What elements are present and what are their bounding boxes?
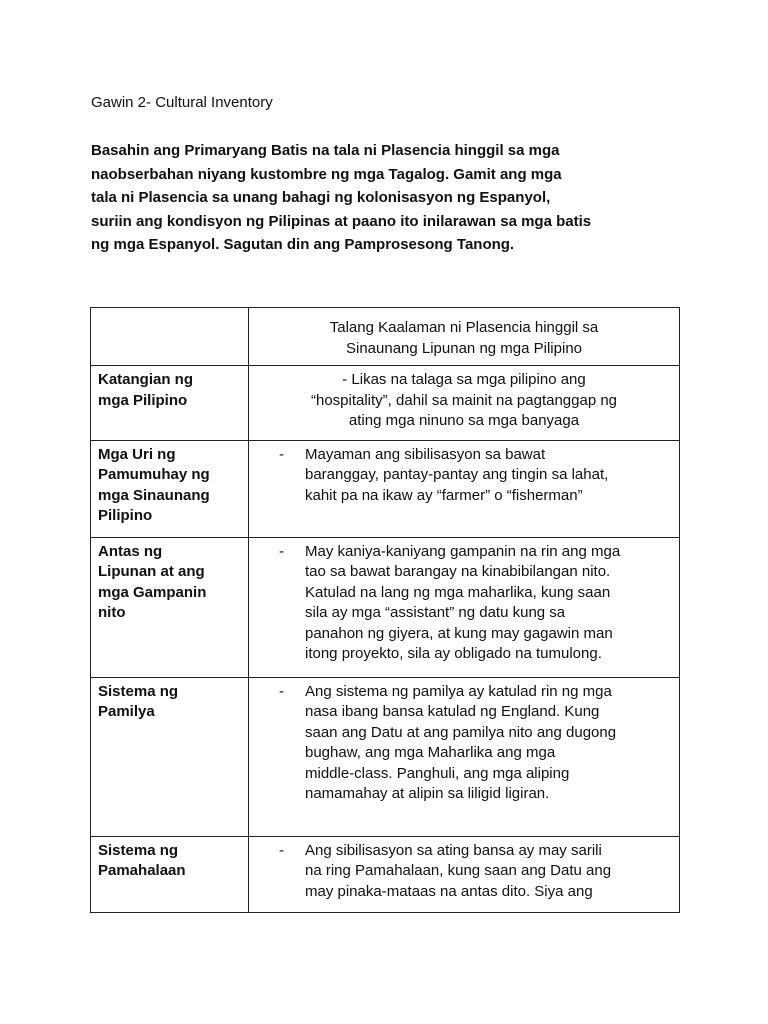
description-line: - Likas na talaga sa mga pilipino ang <box>342 371 586 388</box>
column-header-line: Sinaunang Lipunan ng mga Pilipino <box>345 339 582 357</box>
instructions-line: ng mga Espanyol. Sagutan din ang Pamprosesong Tanong. <box>91 236 515 253</box>
bullet-dash: - <box>279 445 284 463</box>
description-text <box>249 837 679 911</box>
description-cell <box>249 677 680 836</box>
instructions-line: tala ni Plasencia sa unang bahagi ng kolonisasyon ng Espanyol, <box>91 189 551 206</box>
description-line: may pinaka-mataas na antas dito. Siya ang <box>305 882 593 900</box>
description-cell <box>249 537 680 677</box>
category-cell <box>91 366 249 441</box>
header-cell <box>249 308 680 366</box>
description-line: saan ang Datu at ang pamilya nito ang dugong <box>305 723 617 741</box>
description-line: baranggay, pantay-pantay ang tingin sa lahat, <box>305 466 609 483</box>
description-line: na ring Pamahalaan, kung saan ang Datu ang <box>305 862 612 879</box>
cultural-inventory-table <box>90 307 680 913</box>
category-line: mga Sinaunang <box>98 486 210 504</box>
table-header-row <box>91 308 680 366</box>
description-line: middle-class. Panghuli, ang mga aliping <box>305 764 570 782</box>
category-label <box>91 366 248 411</box>
category-line: Sistema ng <box>98 682 179 700</box>
description-line: tao sa bawat barangay na kinabibilangan nito. <box>305 563 611 580</box>
description-line: Ang sistema ng pamilya ay katulad rin ng mga <box>305 682 612 700</box>
category-line: mga Pilipino <box>98 391 188 409</box>
table-row <box>91 366 680 441</box>
description-text <box>249 366 679 440</box>
description-line: namamahay at alipin sa liligid ligiran. <box>305 785 550 802</box>
category-line: Antas ng <box>98 542 163 560</box>
table-row <box>91 836 680 912</box>
description-text <box>249 538 679 673</box>
bullet-dash: - <box>279 682 284 700</box>
description-line: Mayaman ang sibilisasyon sa bawat <box>305 445 546 463</box>
category-line: nito <box>98 604 126 621</box>
description-text <box>249 678 679 813</box>
category-cell <box>91 537 249 677</box>
instructions-line: Basahin ang Primaryang Batis na tala ni Plasencia hinggil sa mga <box>91 142 560 159</box>
description-line: bughaw, ang mga Maharlika ang mga <box>305 744 556 761</box>
category-cell <box>91 836 249 912</box>
category-line: mga Gampanin <box>98 583 207 601</box>
table-row <box>91 537 680 677</box>
category-line: Sistema ng <box>98 841 179 859</box>
category-line: Pamahalaan <box>98 862 186 879</box>
description-line: itong proyekto, sila ay obligado na tumulong. <box>305 645 602 662</box>
category-cell <box>91 677 249 836</box>
table-row <box>91 677 680 836</box>
table-row <box>91 440 680 537</box>
description-line: panahon ng giyera, at kung may gagawin man <box>305 624 613 642</box>
column-header-line: Talang Kaalaman ni Plasencia hinggil sa <box>329 319 599 336</box>
instructions-line: naobserbahan niyang kustombre ng mga Tagalog. Gamit ang mga <box>91 165 562 183</box>
description-line: sila ay mga “assistant” ng datu kung sa <box>305 604 566 621</box>
description-line: ating mga ninuno sa mga banyaga <box>348 412 580 429</box>
header-empty-cell <box>91 308 249 366</box>
description-cell <box>249 836 680 912</box>
category-line: Mga Uri ng <box>98 445 176 463</box>
description-line: “hospitality”, dahil sa mainit na pagtanggap ng <box>310 391 618 409</box>
category-label <box>91 837 248 882</box>
category-label <box>91 538 248 624</box>
bullet-dash: - <box>279 542 284 560</box>
category-label <box>91 441 248 527</box>
category-line: Lipunan at ang <box>98 563 205 580</box>
instructions-line: suriin ang kondisyon ng Pilipinas at paano ito inilarawan sa mga batis <box>91 212 592 230</box>
instructions-paragraph <box>91 139 691 257</box>
description-text <box>249 441 679 515</box>
description-line: Ang sibilisasyon sa ating bansa ay may sarili <box>305 841 602 859</box>
column-header <box>249 308 679 359</box>
description-line: kahit pa na ikaw ay “farmer” o “fisherman” <box>305 486 583 504</box>
description-line: Katulad na lang ng mga maharlika, kung saan <box>305 583 611 601</box>
description-line: May kaniya-kaniyang gampanin na rin ang mga <box>305 542 621 560</box>
category-line: Katangian ng <box>98 371 194 388</box>
activity-title: Gawin 2- Cultural Inventory <box>91 94 273 111</box>
category-label <box>91 678 248 723</box>
category-cell <box>91 440 249 537</box>
category-line: Pamumuhay ng <box>98 466 210 483</box>
description-cell <box>249 366 680 441</box>
description-cell <box>249 440 680 537</box>
category-line: Pilipino <box>98 507 153 524</box>
description-line: nasa ibang bansa katulad ng England. Kung <box>305 703 600 720</box>
category-line: Pamilya <box>98 703 155 720</box>
bullet-dash: - <box>279 841 284 859</box>
